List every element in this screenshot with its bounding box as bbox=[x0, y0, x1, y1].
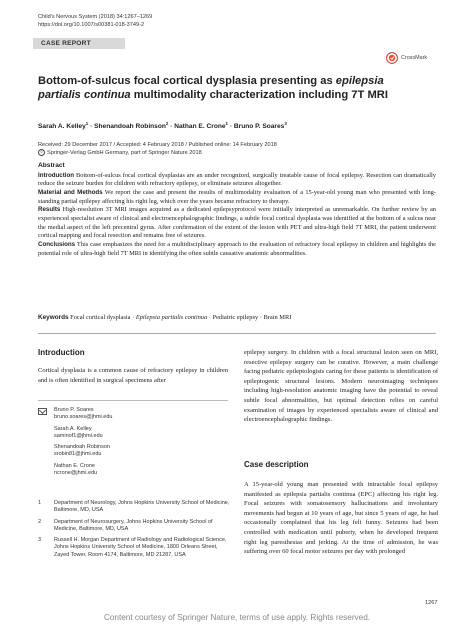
article-title bbox=[38, 75, 428, 102]
keywords bbox=[38, 314, 436, 321]
introduction-heading: Introduction bbox=[38, 348, 85, 357]
envelope-icon bbox=[38, 408, 47, 415]
keyword[interactable]: Focal cortical dysplasia bbox=[70, 314, 131, 321]
affiliation-item bbox=[38, 500, 232, 515]
correspondence-entry bbox=[54, 463, 228, 478]
introduction-text-left: Cortical dysplasia is a common cause of refractory epilepsy in children and is often identified in surgical specimens after bbox=[38, 367, 228, 384]
title-start: Bottom-of-sulcus focal cortical dysplasia presenting as bbox=[38, 75, 333, 87]
copyright-icon: © bbox=[38, 149, 45, 156]
author-affiliation-mark: 2 bbox=[165, 121, 169, 126]
affiliation-number: 1 bbox=[38, 500, 42, 506]
keyword[interactable]: Brain MRI bbox=[263, 314, 292, 321]
abstract-heading: Abstract bbox=[38, 162, 65, 169]
crossmark-badge[interactable] bbox=[386, 52, 427, 64]
publication-dates bbox=[38, 142, 277, 158]
author-affiliation-mark: 1 bbox=[85, 121, 89, 126]
affiliation-text: Russell H. Morgan Department of Radiology and Radiological Science, Johns Hopkins University School of Medicine, 1800 Orleans Street, Zayed Tower, Room 4174, Baltimore, MD 21287, USA bbox=[54, 537, 227, 558]
journal-citation: Child's Nervous System (2018) 34:1267–1269 bbox=[38, 14, 153, 20]
case-description-text: A 15-year-old young man presented with intractable focal epilepsy manifested as epilepsia partialis continua (EPC) affecting his right leg. Focal seizures with somatosensory hallucinations and involuntary movements had begun at 10 years of age, but since 5 years of age, he had occasionally complained that his leg felt funny. Seizures had been controlled with medication until puberty, when he developed frequent right leg paresthesias and jerking. At the time of admission, he was suffering over 60 focal motor seizures per day with prolonged bbox=[244, 481, 438, 556]
footer-notice: Content courtesy of Springer Nature, terms of use apply. Rights reserved. bbox=[103, 613, 371, 622]
keyword-separator: · bbox=[130, 314, 136, 321]
correspondence-name: Sarah A. Kelley bbox=[54, 425, 92, 432]
affiliation-text: Department of Neurology, Johns Hopkins University School of Medicine, Baltimore, MD, USA bbox=[54, 500, 230, 514]
copyright-text: Springer-Verlag GmbH Germany, part of Springer Nature 2018 bbox=[47, 150, 202, 157]
affiliation-item bbox=[38, 519, 232, 534]
correspondence-entry bbox=[54, 426, 228, 441]
keyword-separator: · bbox=[258, 314, 264, 321]
author-list: Sarah A. Kelley$^1$ · Shenandoah Robinson$^2$ · Nathan E. Crone$^1$ · Bruno P. Soares$^3$ bbox=[38, 121, 287, 131]
keyword[interactable]: Epilepsia partialis continua bbox=[135, 314, 208, 321]
author-name[interactable]: Shenandoah Robinson bbox=[94, 123, 166, 131]
copyright-line bbox=[38, 149, 277, 157]
author-affiliation-mark: 1 bbox=[225, 121, 228, 126]
abstract-label: Results bbox=[38, 206, 61, 214]
article-type-badge bbox=[33, 38, 125, 49]
journal-header bbox=[38, 14, 152, 29]
keyword-separator: · bbox=[207, 314, 213, 321]
correspondence-name: Shenandoah Robinson bbox=[54, 444, 110, 451]
correspondence-email[interactable]: ncrone@jhmi.edu bbox=[54, 470, 98, 477]
affiliation-text: Department of Neurosurgery, Johns Hopkins University School of Medicine, Baltimore, MD, USA bbox=[54, 518, 213, 532]
title-italic: epilepsia partialis continua bbox=[38, 75, 384, 101]
doi-link[interactable]: https://doi.org/10.1007/s00381-018-3749-2 bbox=[38, 21, 145, 28]
abstract-label: Material and Methods bbox=[38, 188, 103, 196]
abstract-methods bbox=[38, 189, 436, 206]
affiliation-item bbox=[38, 537, 232, 559]
correspondence-email[interactable]: bruno.soares@jhmi.edu bbox=[54, 414, 113, 421]
abstract-introduction bbox=[38, 172, 436, 189]
abstract-text: High-resolution 3T MRI images acquired as a dedicated epilepsyprotocol were initially interpreted as unremarkable. On further review by an experienced specialist aware of clinical and electroencephalographic findings, a subtle focal cortical dysplasia was identified at the bottom of a sulcus near the medial aspect of the left precentral gyrus. After confirmation of the extent of the lesion with PET and ultra-high field 7T MRI, the patient underwent cortical mapping and focal resection and remains free of seizures. bbox=[38, 206, 436, 240]
correspondence-email[interactable]: saminof1@jhmi.edu bbox=[54, 432, 103, 439]
article-type-label: CASE REPORT bbox=[41, 40, 91, 47]
abstract-results bbox=[38, 206, 436, 241]
affiliations bbox=[38, 500, 232, 563]
author-name[interactable]: Sarah A. Kelley bbox=[38, 123, 86, 131]
case-description-heading: Case description bbox=[244, 460, 309, 469]
affiliation-number: 3 bbox=[38, 537, 42, 544]
history-dates: Received: 29 December 2017 / Accepted: 4 February 2018 / Published online: 14 February 2018 bbox=[38, 142, 277, 148]
author-name[interactable]: Nathan E. Crone bbox=[174, 123, 226, 131]
keyword[interactable]: Pediatric epilepsy bbox=[212, 314, 259, 321]
crossmark-label: CrossMark bbox=[401, 55, 428, 61]
abstract bbox=[38, 162, 436, 258]
affiliation-number: 2 bbox=[38, 518, 42, 525]
page-number: 1267 bbox=[425, 600, 438, 606]
correspondence-name: Nathan E. Crone bbox=[54, 462, 95, 469]
author-affiliation-mark: 3 bbox=[284, 121, 287, 126]
footnote-divider bbox=[38, 400, 228, 401]
abstract-text: This case emphasizes the need for a multidisciplinary approach to the evaluation of refractory focal epilepsy in children and highlights the potential role of ultra-high field 7T MRI in identifying the often subtle causative anatomic abnormalities. bbox=[38, 240, 436, 257]
correspondence-entry bbox=[54, 444, 228, 459]
abstract-conclusions bbox=[38, 241, 436, 258]
author-name[interactable]: Bruno P. Soares bbox=[233, 123, 285, 131]
crossmark-icon bbox=[386, 52, 398, 64]
section-divider bbox=[38, 333, 436, 334]
introduction-text-right: epilepsy surgery. In children with a focal structural lesion seen on MRI, resective epilepsy surgery can be curative. However, a main challenge facing pediatric epileptologists caring for these patients is identification of epileptogenic structural lesions. Modern neuroimaging techniques including high-resolution anatomic imaging have the potential to reveal subtle focal abnormalities, but optimal detection relies on careful examination of images by experienced specialists aware of clinical and electroencephalographic findings. bbox=[244, 349, 438, 424]
correspondence-name: Bruno P. Soares bbox=[54, 407, 94, 413]
correspondence-entry bbox=[54, 407, 228, 422]
correspondence-block bbox=[38, 407, 228, 481]
title-end: multimodality characterization including 7T MRI bbox=[133, 88, 388, 101]
abstract-text: We report the case and present the results of multimodality evaluation of a 15-year-old young man who presented with long-standing partial epilepsy affecting his right leg, which over the years became refractory to therapy. bbox=[38, 188, 437, 205]
abstract-text: Bottom-of-sulcus focal cortical dysplasias are an under recognized, surgically treatable cause of focal epilepsy. Resection can dramatically reduce the seizure burden for children with refractory epilepsy, or eliminate seizures altogether. bbox=[38, 171, 436, 188]
keywords-label: Keywords bbox=[38, 314, 69, 321]
correspondence-email[interactable]: srobin81@jhmi.edu bbox=[54, 451, 102, 458]
abstract-label: Conclusions bbox=[38, 240, 76, 248]
abstract-label: Introduction bbox=[38, 171, 75, 179]
